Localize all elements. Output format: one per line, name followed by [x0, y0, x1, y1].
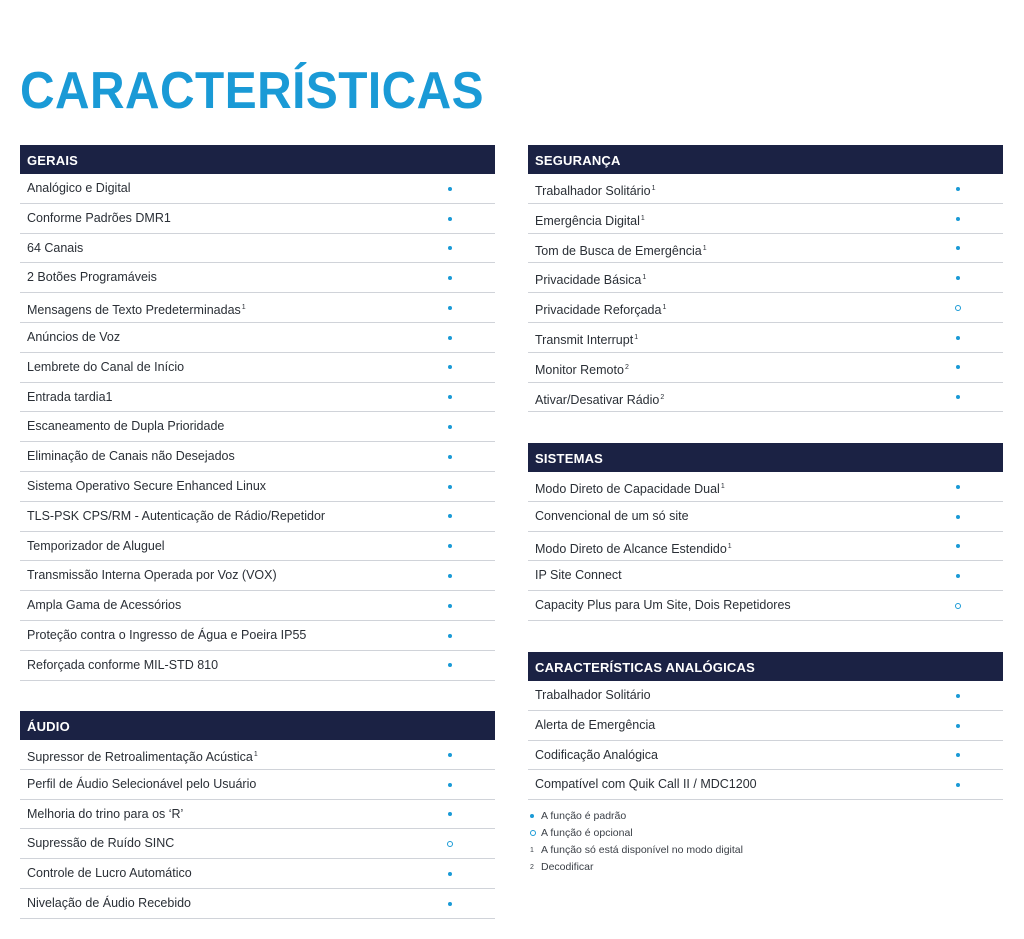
legend-item: [530, 825, 743, 842]
optional-circle-icon: [955, 305, 961, 311]
legend-text: Decodificar: [541, 861, 594, 873]
availability-mark: [445, 204, 455, 234]
standard-dot-icon: [448, 663, 452, 667]
availability-mark: [953, 383, 963, 413]
feature-row: [20, 323, 495, 353]
availability-mark: [953, 711, 963, 741]
feature-row: [528, 472, 1003, 502]
section-header: SEGURANÇA: [528, 145, 1003, 174]
standard-dot-icon: [956, 574, 960, 578]
legend-item: [530, 859, 743, 876]
feature-row: [528, 234, 1003, 264]
legend-text: A função é padrão: [541, 810, 627, 822]
feature-row: [20, 591, 495, 621]
feature-label: Ativar/Desativar Rádio: [535, 392, 660, 407]
feature-row: [528, 383, 1003, 413]
availability-mark: [445, 174, 455, 204]
footnote-marker: 1: [651, 185, 656, 192]
feature-label: Privacidade Reforçada: [535, 303, 662, 318]
section-analogicas: [528, 652, 1003, 800]
feature-label: Compatível com Quik Call II / MDC1200: [535, 777, 757, 792]
feature-label: Trabalhador Solitário: [535, 184, 651, 198]
standard-dot-icon: [956, 515, 960, 519]
feature-label: Transmit Interrupt: [535, 332, 634, 347]
availability-mark: [445, 532, 455, 562]
availability-mark: [445, 263, 455, 293]
availability-mark: [445, 800, 455, 830]
footnote-marker: 1: [662, 304, 667, 312]
standard-dot-icon: [448, 812, 452, 816]
feature-row: [20, 800, 495, 830]
availability-mark: [445, 323, 455, 353]
feature-label: Perfil de Áudio Selecionável pelo Usuário: [27, 776, 257, 791]
legend-text: A função é opcional: [541, 827, 633, 839]
page-title: CARACTERÍSTICAS: [20, 62, 485, 120]
standard-dot-icon: [448, 425, 452, 429]
feature-row: [528, 681, 1003, 711]
feature-label: Supressor de Retroalimentação Acústica: [27, 750, 253, 764]
footnote-marker: 1: [241, 304, 246, 312]
feature-label: Codificação Analógica: [535, 747, 658, 762]
section-header: CARACTERÍSTICAS ANALÓGICAS: [528, 652, 1003, 681]
footnote-marker: 2: [624, 363, 629, 371]
feature-label: 2 Botões Programáveis: [27, 270, 157, 285]
feature-row: [20, 234, 495, 264]
feature-label: Analógico e Digital: [27, 181, 131, 195]
legend-symbol: [530, 808, 541, 825]
legend-symbol: [530, 825, 541, 842]
availability-mark: [953, 561, 963, 591]
legend-item: [530, 808, 743, 825]
feature-row: [528, 323, 1003, 353]
feature-label: Reforçada conforme MIL-STD 810: [27, 657, 219, 672]
feature-label: Controle de Lucro Automático: [27, 866, 192, 881]
section-audio: [20, 711, 495, 919]
feature-label: Modo Direto de Alcance Estendido: [535, 541, 727, 556]
standard-dot-icon: [448, 783, 452, 787]
feature-row: [20, 561, 495, 591]
feature-label: Lembrete do Canal de Início: [27, 359, 185, 374]
feature-row: [528, 741, 1003, 771]
feature-row: [20, 651, 495, 681]
feature-label: Emergência Digital: [535, 213, 640, 228]
feature-row: [20, 889, 495, 919]
standard-dot-icon: [956, 246, 960, 250]
feature-row: [20, 383, 495, 413]
feature-label: Conforme Padrões DMR1: [27, 210, 171, 225]
feature-row: [528, 591, 1003, 621]
availability-mark: [953, 204, 963, 234]
feature-label: IP Site Connect: [535, 568, 622, 583]
standard-dot-icon: [448, 365, 452, 369]
standard-dot-icon: [956, 187, 960, 191]
availability-mark: [445, 502, 455, 532]
feature-row: [20, 174, 495, 204]
availability-mark: [445, 234, 455, 264]
optional-circle-icon: [530, 830, 536, 836]
feature-row: [20, 353, 495, 383]
legend: [530, 808, 743, 876]
feature-row: [528, 293, 1003, 323]
feature-label: Supressão de Ruído SINC: [27, 836, 175, 851]
availability-mark: [953, 353, 963, 383]
feature-row: [20, 472, 495, 502]
feature-label: Entrada tardia1: [27, 389, 113, 404]
footnote-marker: 1: [702, 244, 707, 252]
legend-footnote-number: 2: [530, 864, 534, 871]
availability-mark: [445, 859, 455, 889]
availability-mark: [445, 591, 455, 621]
feature-row: [528, 561, 1003, 591]
standard-dot-icon: [956, 217, 960, 221]
standard-dot-icon: [956, 753, 960, 757]
section-header: ÁUDIO: [20, 711, 495, 740]
availability-mark: [953, 681, 963, 711]
feature-label: Convencional de um só site: [535, 508, 689, 523]
standard-dot-icon: [448, 336, 452, 340]
feature-label: Ampla Gama de Acessórios: [27, 598, 182, 613]
standard-dot-icon: [448, 574, 452, 578]
availability-mark: [953, 472, 963, 502]
footnote-marker: 1: [253, 751, 258, 758]
footnote-marker: 2: [660, 393, 665, 401]
feature-label: Melhoria do trino para os ‘R’: [27, 806, 184, 821]
standard-dot-icon: [448, 634, 452, 638]
standard-dot-icon: [448, 217, 452, 221]
standard-dot-icon: [448, 395, 452, 399]
availability-mark: [953, 741, 963, 771]
availability-mark: [445, 740, 455, 770]
section-sistemas: [528, 443, 1003, 621]
feature-label: Escaneamento de Dupla Prioridade: [27, 419, 225, 434]
optional-circle-icon: [955, 603, 961, 609]
availability-mark: [445, 770, 455, 800]
feature-label: Temporizador de Aluguel: [27, 538, 165, 553]
standard-dot-icon: [448, 902, 452, 906]
feature-row: [20, 204, 495, 234]
availability-mark: [445, 889, 455, 919]
standard-dot-icon: [448, 455, 452, 459]
section-header: SISTEMAS: [528, 443, 1003, 472]
footnote-marker: 1: [640, 214, 645, 222]
standard-dot-icon: [956, 724, 960, 728]
legend-footnote-number: 1: [530, 847, 534, 854]
standard-dot-icon: [448, 485, 452, 489]
feature-row: [20, 412, 495, 442]
legend-text: A função só está disponível no modo digital: [541, 844, 743, 856]
availability-mark: [445, 472, 455, 502]
feature-label: Privacidade Básica: [535, 273, 642, 288]
feature-label: 64 Canais: [27, 240, 84, 255]
feature-row: [20, 532, 495, 562]
feature-row: [528, 174, 1003, 204]
feature-label: Anúncios de Voz: [27, 329, 121, 344]
availability-mark: [445, 383, 455, 413]
availability-mark: [445, 293, 455, 323]
availability-mark: [445, 651, 455, 681]
availability-mark: [953, 234, 963, 264]
feature-row: [528, 502, 1003, 532]
feature-row: [20, 293, 495, 323]
feature-row: [528, 770, 1003, 800]
feature-row: [20, 829, 495, 859]
standard-dot-icon: [956, 485, 960, 489]
standard-dot-icon: [448, 514, 452, 518]
availability-mark: [445, 353, 455, 383]
feature-row: [20, 621, 495, 651]
availability-mark: [953, 770, 963, 800]
availability-mark: [953, 323, 963, 353]
availability-mark: [445, 412, 455, 442]
feature-label: Capacity Plus para Um Site, Dois Repetidores: [535, 598, 791, 613]
feature-label: Eliminação de Canais não Desejados: [27, 449, 235, 464]
feature-label: Mensagens de Texto Predeterminadas: [27, 303, 241, 318]
availability-mark: [953, 591, 963, 621]
feature-row: [528, 711, 1003, 741]
feature-label: Trabalhador Solitário: [535, 688, 651, 702]
feature-label: Tom de Busca de Emergência: [535, 243, 702, 258]
feature-row: [528, 263, 1003, 293]
availability-mark: [953, 263, 963, 293]
footnote-marker: 1: [720, 483, 725, 490]
section-header: GERAIS: [20, 145, 495, 174]
standard-dot-icon: [448, 872, 452, 876]
standard-dot-icon: [956, 336, 960, 340]
section-gerais: [20, 145, 495, 681]
footnote-marker: 1: [727, 542, 732, 550]
feature-label: Nivelação de Áudio Recebido: [27, 895, 191, 910]
standard-dot-icon: [448, 753, 452, 757]
feature-row: [20, 770, 495, 800]
section-seguranca: [528, 145, 1003, 412]
availability-mark: [445, 621, 455, 651]
feature-label: Proteção contra o Ingresso de Água e Poeira IP55: [27, 627, 307, 642]
standard-dot-icon: [448, 544, 452, 548]
feature-row: [528, 532, 1003, 562]
availability-mark: [445, 561, 455, 591]
feature-row: [20, 502, 495, 532]
optional-circle-icon: [447, 841, 453, 847]
footnote-marker: 1: [634, 333, 639, 341]
footnote-marker: 1: [642, 274, 647, 282]
standard-dot-icon: [956, 694, 960, 698]
availability-mark: [445, 829, 455, 859]
availability-mark: [445, 442, 455, 472]
feature-label: Sistema Operativo Secure Enhanced Linux: [27, 478, 267, 493]
availability-mark: [953, 293, 963, 323]
standard-dot-icon: [956, 395, 960, 399]
feature-label: Alerta de Emergência: [535, 717, 656, 732]
standard-dot-icon: [448, 246, 452, 250]
availability-mark: [953, 502, 963, 532]
feature-row: [20, 263, 495, 293]
availability-mark: [953, 174, 963, 204]
legend-item: [530, 842, 743, 859]
feature-label: Transmissão Interna Operada por Voz (VOX): [27, 568, 277, 583]
availability-mark: [953, 532, 963, 562]
feature-row: [528, 204, 1003, 234]
standard-dot-icon: [448, 306, 452, 310]
feature-row: [20, 859, 495, 889]
standard-dot-icon: [530, 814, 534, 818]
feature-row: [20, 740, 495, 770]
feature-label: Monitor Remoto: [535, 362, 624, 377]
standard-dot-icon: [448, 276, 452, 280]
standard-dot-icon: [956, 783, 960, 787]
standard-dot-icon: [448, 187, 452, 191]
standard-dot-icon: [956, 544, 960, 548]
feature-label: TLS-PSK CPS/RM - Autenticação de Rádio/Repetidor: [27, 508, 326, 523]
standard-dot-icon: [956, 365, 960, 369]
feature-label: Modo Direto de Capacidade Dual: [535, 482, 720, 496]
standard-dot-icon: [448, 604, 452, 608]
feature-row: [20, 442, 495, 472]
feature-row: [528, 353, 1003, 383]
standard-dot-icon: [956, 276, 960, 280]
